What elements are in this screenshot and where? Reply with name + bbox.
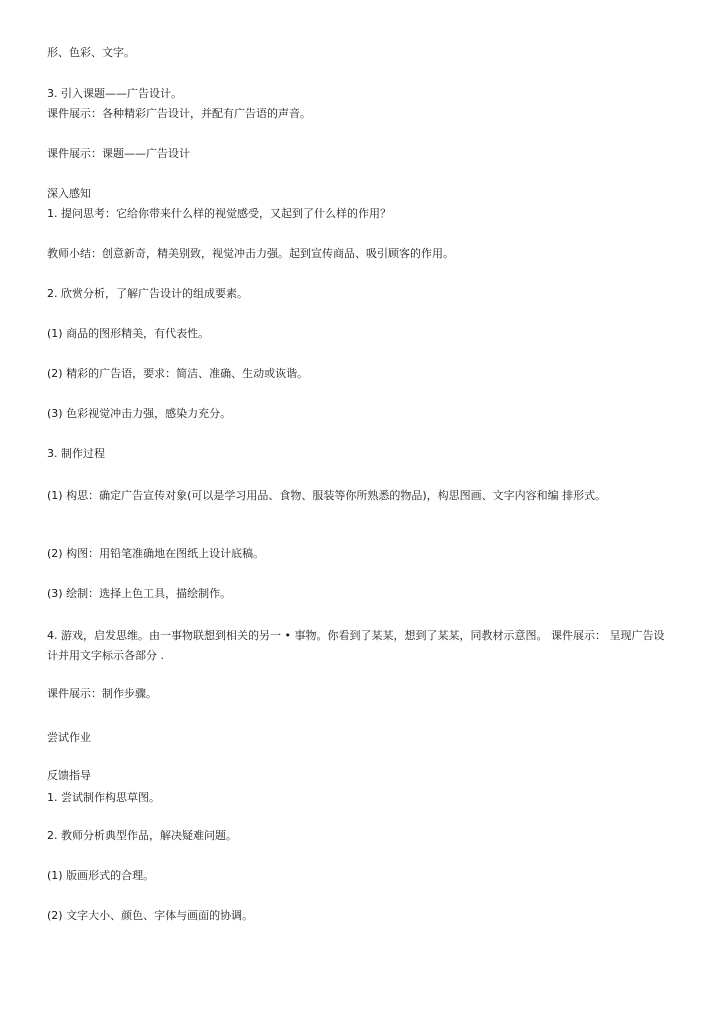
text-line-4: 课件展示：课题——广告设计: [47, 147, 190, 160]
text-line-12: 3. 制作过程: [47, 447, 105, 460]
text-line-8: 2. 欣赏分析，了解广告设计的组成要素。: [47, 287, 248, 300]
text-line-23: (2) 文字大小、颜色、字体与画面的协调。: [47, 909, 254, 922]
text-line-22: (1) 版画形式的合理。: [47, 869, 155, 882]
text-line-9: (1) 商品的图形精美，有代表性。: [47, 327, 210, 340]
section-heading-deep-perception: 深入感知: [47, 187, 91, 200]
text-line-1: 形、色彩、文字。: [47, 46, 135, 59]
text-line-6: 1. 提问思考：它给你带来什么样的视觉感受，又起到了什么样的作用？: [47, 207, 391, 220]
text-line-16: 4. 游戏，启发思维。由一事物联想到相关的另一 • 事物。你看到了某某，想到了某某，同教材示意图。 课件展示： 呈现广告设计并用文字标示各部分 .: [47, 629, 665, 662]
text-line-14: (2) 构图：用铅笔准确地在图纸上设计底稿。: [47, 547, 265, 560]
text-line-21: 2. 教师分析典型作品，解决疑难问题。: [47, 829, 237, 842]
text-line-17: 课件展示：制作步骤。: [47, 687, 157, 700]
text-line-3: 课件展示：各种精彩广告设计，并配有广告语的声音。: [47, 107, 311, 120]
text-line-20: 1. 尝试制作构思草图。: [47, 791, 160, 804]
text-line-7: 教师小结：创意新奇，精美别致，视觉冲击力强。起到宣传商品、吸引顾客的作用。: [47, 247, 454, 260]
section-heading-feedback: 反馈指导: [47, 769, 91, 782]
text-line-10: (2) 精彩的广告语，要求：简洁、准确、生动或诙谐。: [47, 367, 309, 380]
section-heading-try-homework: 尝试作业: [47, 731, 91, 744]
text-line-11: (3) 色彩视觉冲击力强，感染力充分。: [47, 407, 232, 420]
text-line-2: 3. 引入课题——广告设计。: [47, 87, 182, 100]
text-line-15: (3) 绘制：选择上色工具，描绘制作。: [47, 587, 232, 600]
text-line-13: (1) 构思：确定广告宣传对象(可以是学习用品、食物、服装等你所熟悉的物品)，构思图画、文字内容和编 排形式。: [47, 489, 607, 502]
